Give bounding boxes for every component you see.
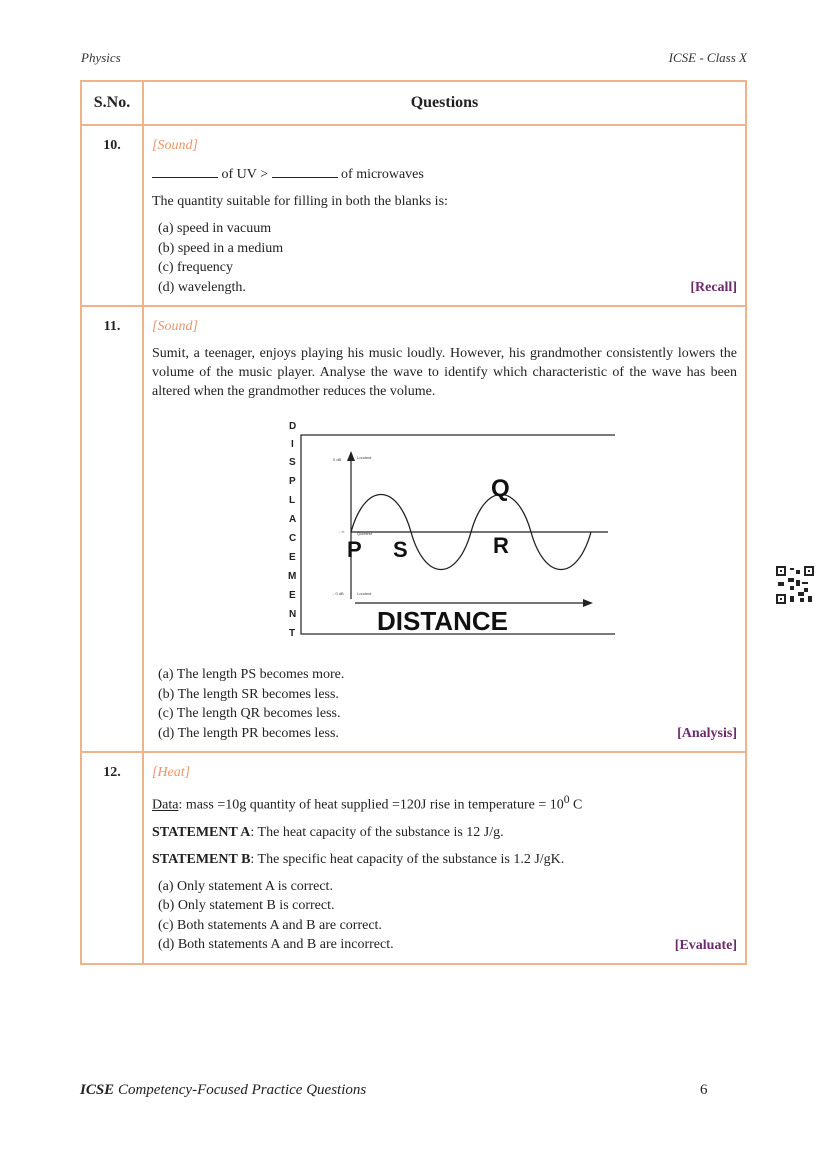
data-superscript: 0 bbox=[563, 793, 570, 806]
skill-tag: [Recall] bbox=[690, 280, 737, 295]
axis-letter: A bbox=[288, 514, 296, 525]
scale-label: - 0 dB bbox=[332, 591, 344, 596]
statement-b bbox=[152, 850, 737, 869]
option-d: (d) Both statements A and B are incorrect. bbox=[158, 937, 394, 953]
statement-b-text: : The specific heat capacity of the substance is 1.2 J/gK. bbox=[250, 851, 565, 867]
axis-letter: D bbox=[288, 421, 296, 432]
option-d: (d) wavelength. bbox=[158, 279, 246, 295]
sno-header: S.No. bbox=[81, 81, 143, 125]
page-number: 6 bbox=[700, 1082, 708, 1098]
axis-letter: M bbox=[287, 571, 296, 582]
option-b: (b) The length SR becomes less. bbox=[158, 686, 339, 702]
statement-a-label: STATEMENT A bbox=[152, 824, 251, 840]
options-list bbox=[158, 219, 737, 297]
blank-line bbox=[272, 163, 338, 178]
topic-label: [Sound] bbox=[152, 319, 198, 334]
question-number: 12. bbox=[81, 752, 143, 964]
point-label-s: S bbox=[392, 537, 408, 562]
option-c: (c) frequency bbox=[158, 260, 234, 275]
statement-b-label: STATEMENT B bbox=[152, 851, 251, 867]
statement-a-text: : The heat capacity of the substance is 12 J/g. bbox=[250, 824, 504, 840]
question-prompt: The quantity suitable for filling in both the blanks is: bbox=[152, 194, 448, 209]
skill-tag: [Evaluate] bbox=[674, 937, 737, 953]
footer-brand: ICSE bbox=[80, 1082, 115, 1098]
axis-letter: N bbox=[288, 609, 296, 620]
table-row bbox=[81, 125, 746, 306]
axis-letter: E bbox=[288, 552, 296, 563]
wave-figure bbox=[152, 417, 737, 657]
table-header-row bbox=[81, 81, 746, 125]
question-stem bbox=[152, 163, 737, 184]
option-c: (c) The length QR becomes less. bbox=[158, 706, 341, 721]
question-cell bbox=[143, 306, 746, 752]
scale-label: 0 dB bbox=[332, 457, 341, 462]
axis-letter: S bbox=[288, 457, 296, 468]
footer-title bbox=[80, 1082, 366, 1099]
axis-letter: E bbox=[288, 590, 296, 601]
displacement-distance-graph bbox=[275, 417, 615, 657]
topic-label: [Sound] bbox=[152, 138, 198, 153]
scale-label: Loudest bbox=[356, 455, 371, 460]
running-header-subject: Physics bbox=[81, 50, 121, 65]
running-header-class: ICSE - Class X bbox=[668, 50, 747, 65]
axis-letter: I bbox=[290, 439, 294, 450]
wave-point-labels bbox=[347, 475, 510, 562]
stem-text-end: of microwaves bbox=[337, 167, 424, 182]
vertical-axis-label bbox=[288, 421, 296, 639]
options-list bbox=[158, 877, 737, 955]
option-a: (a) The length PS becomes more. bbox=[158, 667, 345, 682]
scale-label: Loudest bbox=[356, 591, 371, 596]
question-cell bbox=[143, 752, 746, 964]
option-b: (b) speed in a medium bbox=[158, 240, 284, 256]
y-arrow-head bbox=[347, 451, 355, 461]
option-a: (a) Only statement A is correct. bbox=[158, 878, 333, 894]
x-axis-label: DISTANCE bbox=[376, 606, 508, 636]
point-label-q: Q bbox=[490, 475, 510, 502]
data-label: Data bbox=[152, 797, 179, 813]
option-a: (a) speed in vacuum bbox=[158, 221, 272, 236]
statement-a bbox=[152, 823, 737, 842]
question-number: 10. bbox=[81, 125, 143, 306]
axis-letter: T bbox=[288, 628, 295, 639]
graph-frame bbox=[301, 435, 615, 634]
questions-header: Questions bbox=[143, 81, 746, 125]
point-label-p: P bbox=[346, 537, 362, 562]
axis-letter: P bbox=[288, 476, 296, 487]
axis-letter: L bbox=[288, 495, 295, 506]
point-label-r: R bbox=[492, 533, 509, 558]
data-unit: C bbox=[569, 797, 583, 813]
option-b: (b) Only statement B is correct. bbox=[158, 898, 335, 914]
footer-subtitle: Competency-Focused Practice Questions bbox=[114, 1082, 367, 1098]
blank-line bbox=[152, 163, 218, 178]
data-text: : mass =10g quantity of heat supplied =120J rise in temperature = 10 bbox=[178, 797, 564, 813]
qr-code-icon bbox=[776, 566, 814, 604]
topic-label: [Heat] bbox=[152, 765, 191, 780]
question-number: 11. bbox=[81, 306, 143, 752]
options-list bbox=[158, 665, 737, 743]
table-row bbox=[81, 306, 746, 752]
skill-tag: [Analysis] bbox=[677, 726, 737, 741]
option-c: (c) Both statements A and B are correct. bbox=[158, 917, 382, 933]
question-cell bbox=[143, 125, 746, 306]
stem-text-mid: of UV > bbox=[218, 167, 272, 182]
scale-label: - ∞ bbox=[338, 529, 344, 534]
scale-label: Quietest bbox=[356, 531, 372, 536]
question-text: Sumit, a teenager, enjoys playing his music loudly. However, his grandmother consistently lowers the volume of the music player. Analyse the wave to identify which characteristic of the wave has been altered when the grandmother reduces the volume. bbox=[152, 346, 737, 399]
table-row bbox=[81, 752, 746, 964]
x-arrow-head bbox=[583, 599, 593, 607]
option-d: (d) The length PR becomes less. bbox=[158, 725, 339, 741]
questions-table bbox=[80, 80, 747, 965]
data-line bbox=[152, 790, 737, 815]
axis-letter: C bbox=[288, 533, 296, 544]
